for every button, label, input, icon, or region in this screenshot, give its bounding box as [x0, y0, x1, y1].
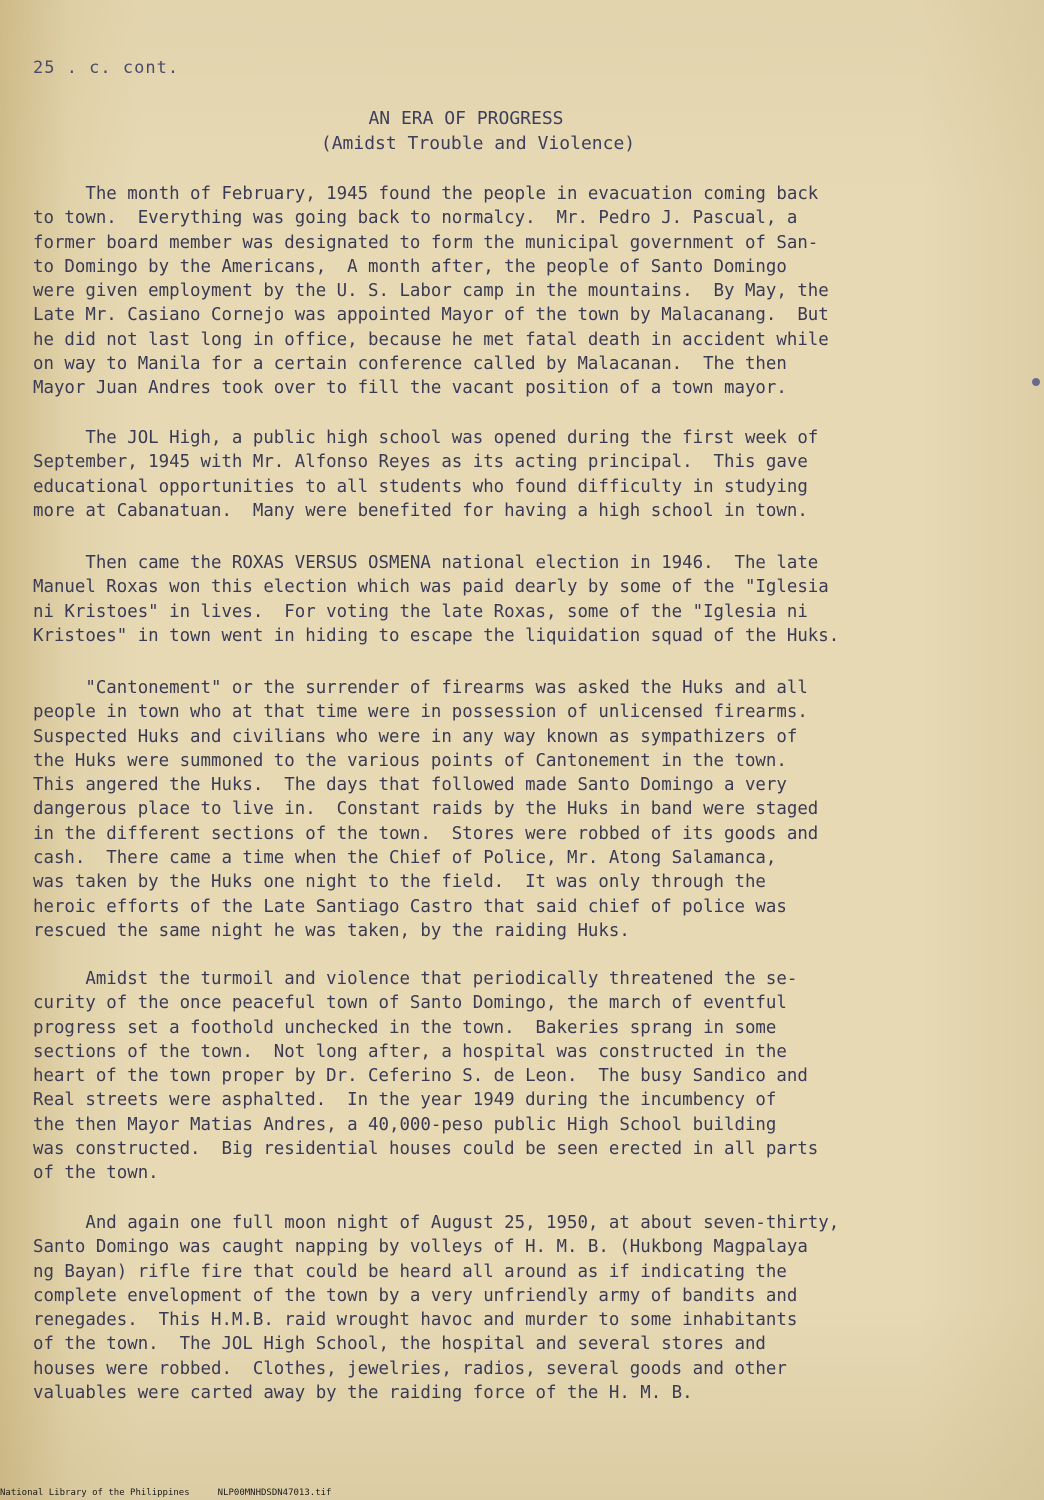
text-line: houses were robbed. Clothes, jewelries, radios, several goods and other — [33, 1358, 787, 1379]
text-line: to Domingo by the Americans, A month after, the people of Santo Domingo — [33, 256, 787, 277]
text-line: dangerous place to live in. Constant raids by the Huks in band were staged — [33, 799, 819, 820]
text-line: Real streets were asphalted. In the year 1949 during the incumbency of — [33, 1090, 777, 1111]
text-line: renegades. This H.M.B. raid wrought havoc and murder to some inhabitants — [33, 1310, 798, 1331]
text-line: "Cantonement" or the surrender of firearms was asked the Huks and all — [33, 678, 808, 698]
text-line: the then Mayor Matias Andres, a 40,000-peso public High School building — [33, 1114, 777, 1135]
scan-footer — [0, 1488, 331, 1498]
text-line: educational opportunities to all students who found difficulty in studying — [33, 476, 808, 497]
document-title: AN ERA OF PROGRESS — [368, 108, 564, 129]
text-line: ng Bayan) rifle fire that could be heard all around as if indicating the — [33, 1261, 787, 1282]
text-line: The JOL High, a public high school was opened during the first week of — [33, 428, 819, 448]
text-line: Then came the ROXAS VERSUS OSMENA national election in 1946. The late — [33, 553, 819, 573]
paragraph-4 — [33, 676, 968, 943]
text-line: Amidst the turmoil and violence that periodically threatened the se- — [33, 969, 798, 989]
text-line: heroic efforts of the Late Santiago Castro that said chief of police was — [33, 896, 787, 917]
text-line: sections of the town. Not long after, a hospital was constructed in the — [33, 1041, 787, 1062]
text-line: on way to Manila for a certain conference called by Malacanan. The then — [33, 354, 787, 375]
text-line: people in town who at that time were in possession of unlicensed firearms. — [33, 702, 808, 723]
text-line: former board member was designated to form the municipal government of San- — [33, 232, 819, 253]
text-line: rescued the same night he was taken, by the raiding Huks. — [33, 920, 630, 941]
text-line: of the town. The JOL High School, the hospital and several stores and — [33, 1334, 766, 1355]
text-line: in the different sections of the town. Stores were robbed of its goods and — [33, 823, 819, 844]
text-line: Santo Domingo was caught napping by volleys of H. M. B. (Hukbong Magpalaya — [33, 1237, 808, 1258]
text-line: ni Kristoes" in lives. For voting the late Roxas, some of the "Iglesia ni — [33, 601, 808, 622]
paragraph-6 — [33, 1211, 968, 1405]
text-line: Manuel Roxas won this election which was paid dearly by some of the "Iglesia — [33, 577, 829, 598]
text-line: Suspected Huks and civilians who were in any way known as sympathizers of — [33, 726, 798, 747]
text-line: cash. There came a time when the Chief of Police, Mr. Atong Salamanca, — [33, 848, 777, 869]
document-subtitle: (Amidst Trouble and Violence) — [320, 133, 636, 154]
text-line: was constructed. Big residential houses could be seen erected in all parts — [33, 1139, 819, 1160]
ink-speck — [1032, 378, 1040, 386]
library-credit: National Library of the Philippines — [0, 1488, 190, 1498]
text-line: to town. Everything was going back to normalcy. Mr. Pedro J. Pascual, a — [33, 208, 798, 229]
page-reference: 25 . c. cont. — [33, 58, 180, 78]
paragraph-2 — [33, 426, 968, 523]
text-line: Mayor Juan Andres took over to fill the vacant position of a town mayor. — [33, 378, 787, 399]
text-line: the Huks were summoned to the various points of Cantonement in the town. — [33, 750, 787, 771]
text-line: The month of February, 1945 found the people in evacuation coming back — [33, 184, 819, 204]
text-line: he did not last long in office, because he met fatal death in accident while — [33, 329, 829, 350]
text-line: more at Cabanatuan. Many were benefited for having a high school in town. — [33, 500, 808, 521]
text-line: valuables were carted away by the raiding force of the H. M. B. — [33, 1383, 693, 1404]
paragraph-3 — [33, 551, 968, 648]
text-line: This angered the Huks. The days that followed made Santo Domingo a very — [33, 775, 787, 796]
text-line: curity of the once peaceful town of Santo Domingo, the march of eventful — [33, 993, 787, 1014]
text-line: progress set a foothold unchecked in the town. Bakeries sprang in some — [33, 1017, 777, 1038]
paragraph-1 — [33, 182, 968, 401]
text-line: And again one full moon night of August 25, 1950, at about seven-thirty, — [33, 1213, 840, 1233]
text-line: complete envelopment of the town by a very unfriendly army of bandits and — [33, 1285, 798, 1306]
text-line: Kristoes" in town went in hiding to escape the liquidation squad of the Huks. — [33, 625, 840, 646]
paragraph-5 — [33, 967, 968, 1186]
text-line: were given employment by the U. S. Labor camp in the mountains. By May, the — [33, 281, 829, 302]
text-line: of the town. — [33, 1163, 159, 1184]
text-line: Late Mr. Casiano Cornejo was appointed Mayor of the town by Malacanang. But — [33, 305, 829, 326]
text-line: was taken by the Huks one night to the field. It was only through the — [33, 872, 766, 893]
text-line: heart of the town proper by Dr. Ceferino S. de Leon. The busy Sandico and — [33, 1066, 808, 1087]
text-line: September, 1945 with Mr. Alfonso Reyes as its acting principal. This gave — [33, 452, 808, 473]
file-identifier: NLP00MNHDSDN47013.tif — [217, 1488, 332, 1498]
